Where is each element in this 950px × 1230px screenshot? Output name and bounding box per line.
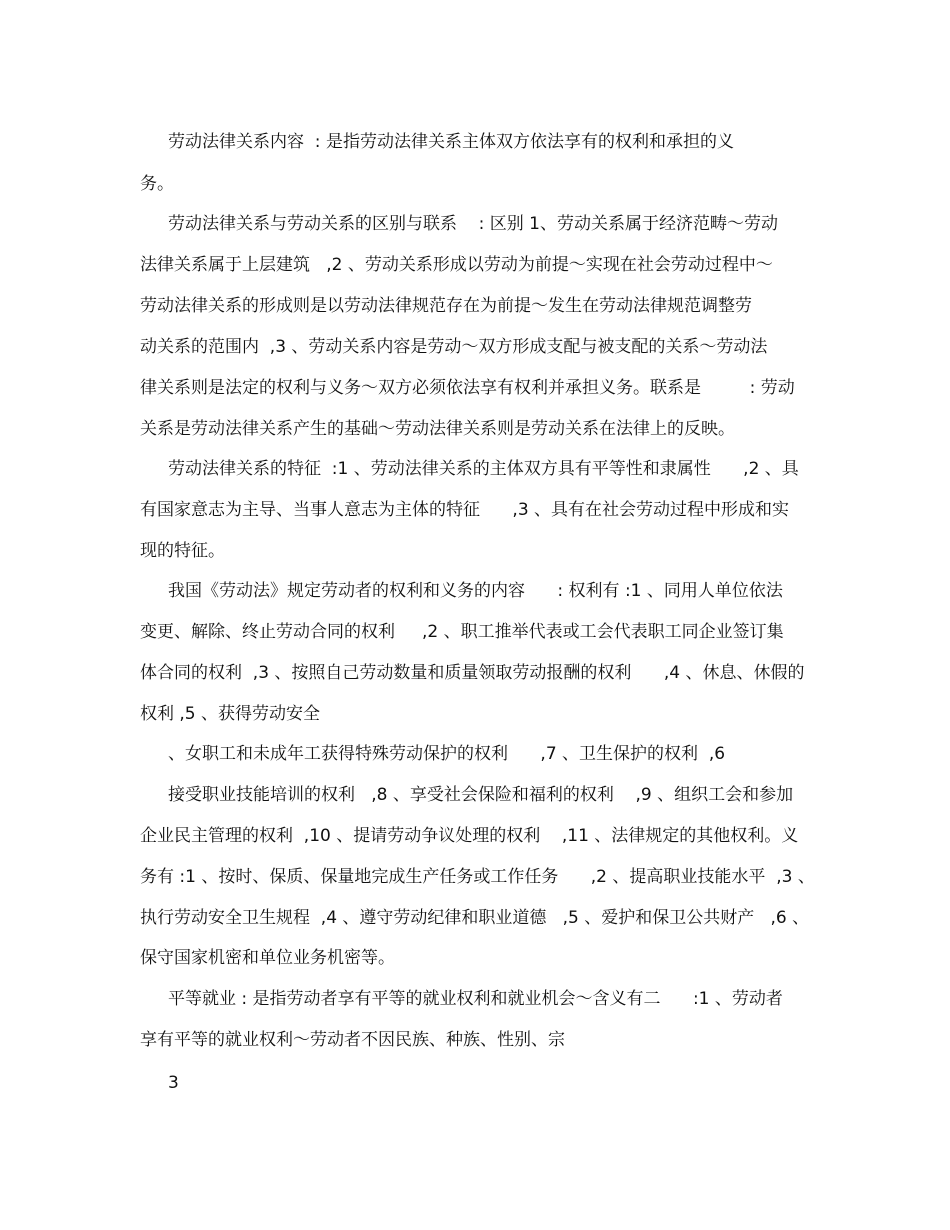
text-line: 劳动法律关系与劳动关系的区别与联系 : 区别 1、劳动关系属于经济范畴～劳动 [168, 214, 778, 234]
text-line: 平等就业 : 是指劳动者享有平等的就业权利和就业机会～含义有二 :1 、劳动者 [168, 989, 783, 1009]
text-line: 执行劳动安全卫生规程 ,4 、遵守劳动纪律和职业道德 ,5 、爱护和保卫公共财产 ,6 、 [140, 908, 810, 928]
text-line: 企业民主管理的权利 ,10 、提请劳动争议处理的权利 ,11 、法律规定的其他权利。义 [140, 826, 799, 846]
text-line: 、女职工和未成年工获得特殊劳动保护的权利 ,7 、卫生保护的权利 ,6 [168, 744, 726, 764]
text-line: 享有平等的就业权利～劳动者不因民族、种族、性别、宗 [140, 1030, 565, 1050]
text-line: 动关系的范围内 ,3 、劳动关系内容是劳动～双方形成支配与被支配的关系～劳动法 [140, 337, 768, 357]
text-line: 接受职业技能培训的权利 ,8 、享受社会保险和福利的权利 ,9 、组织工会和参加 [168, 785, 794, 805]
text-line: 权利 ,5 、获得劳动安全 [140, 704, 321, 724]
text-line: 体合同的权利 ,3 、按照自己劳动数量和质量领取劳动报酬的权利 ,4 、休息、休假的 [140, 663, 805, 683]
text-line: 保守国家机密和单位业务机密等。 [140, 948, 395, 968]
text-line: 我国《劳动法》规定劳动者的权利和义务的内容 : 权利有 :1 、同用人单位依法 [168, 581, 783, 601]
text-line: 劳动法律关系的形成则是以劳动法律规范存在为前提～发生在劳动法律规范调整劳 [140, 296, 752, 316]
text-line: 法律关系属于上层建筑 ,2 、劳动关系形成以劳动为前提～实现在社会劳动过程中～ [140, 255, 773, 275]
text-line: 关系是劳动法律关系产生的基础～劳动法律关系则是劳动关系在法律上的反映。 [140, 419, 735, 439]
text-line: 务。 [140, 174, 174, 194]
text-line: 有国家意志为主导、当事人意志为主体的特征 ,3 、具有在社会劳动过程中形成和实 [140, 500, 790, 520]
text-line: 律关系则是法定的权利与义务～双方必须依法享有权利并承担义务。联系是 : 劳动 [140, 378, 795, 398]
text-line: 务有 :1 、按时、保质、保量地完成生产任务或工作任务 ,2 、提高职业技能水平 ,3 、 [140, 867, 815, 887]
text-line: 劳动法律关系的特征 :1 、劳动法律关系的主体双方具有平等性和隶属性 ,2 、具 [168, 459, 799, 479]
text-line: 劳动法律关系内容 : 是指劳动法律关系主体双方依法享有的权利和承担的义 [168, 132, 734, 152]
text-line: 现的特征。 [140, 541, 225, 561]
text-line: 变更、解除、终止劳动合同的权利 ,2 、职工推举代表或工会代表职工同企业签订集 [140, 622, 784, 642]
page-number: 3 [168, 1073, 179, 1093]
